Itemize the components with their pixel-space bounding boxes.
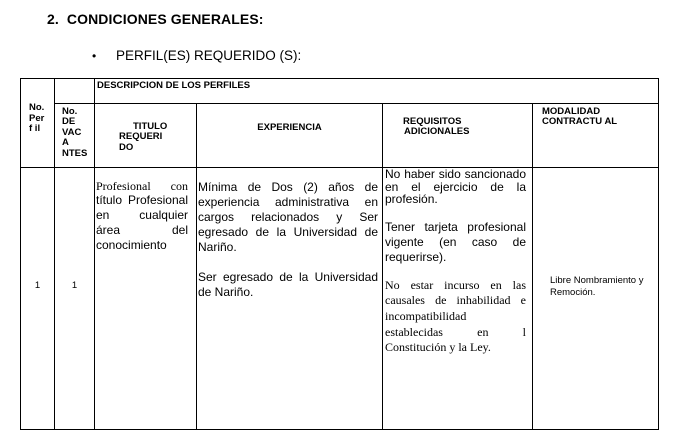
header-no-vacantes: No. DE VAC A NTES [55,104,95,168]
cell-experiencia: Mínima de Dos (2) años de experiencia administrativa en cargos relacionados y Ser egresado de la Universidad de Nariño. Ser egresado de la Universidad de Nariño. [197,168,383,430]
header-titulo: TITULO REQUERI DO [95,104,197,168]
section-title: CONDICIONES GENERALES: [66,11,264,27]
cell-requisitos: No haber sido sancionado en el ejercicio de la profesión. Tener tarjeta profesional vigente (en caso de requerirse). No estar incurso en las causales de inhabilidad e incompatibilidad establecidas en l Constitución y la Ley. [383,168,533,430]
header-modalidad: MODALIDAD CONTRACTU AL [533,104,659,168]
bullet-icon: • [92,49,97,63]
cell-modalidad: Libre Nombramiento y Remoción. [533,168,659,430]
cell-no-vacantes: 1 [55,168,95,430]
cell-titulo: Profesional con título Profesional en cualquier área del conocimiento [95,168,197,430]
header-experiencia: EXPERIENCIA [197,104,383,168]
header-descripcion: DESCRIPCION DE LOS PERFILES [95,79,659,104]
profiles-bullet [92,48,301,63]
bullet-text: PERFIL(ES) REQUERIDO (S): [116,48,302,63]
section-number: 2. [47,11,59,27]
cell-no-perfil: 1 [21,168,55,430]
header-requisitos: REQUISITOS ADICIONALES [383,104,533,168]
profiles-table [20,78,659,430]
header-no-perfil: No. Per f il [21,79,55,168]
section-heading [47,11,264,27]
header-blank [55,79,95,104]
